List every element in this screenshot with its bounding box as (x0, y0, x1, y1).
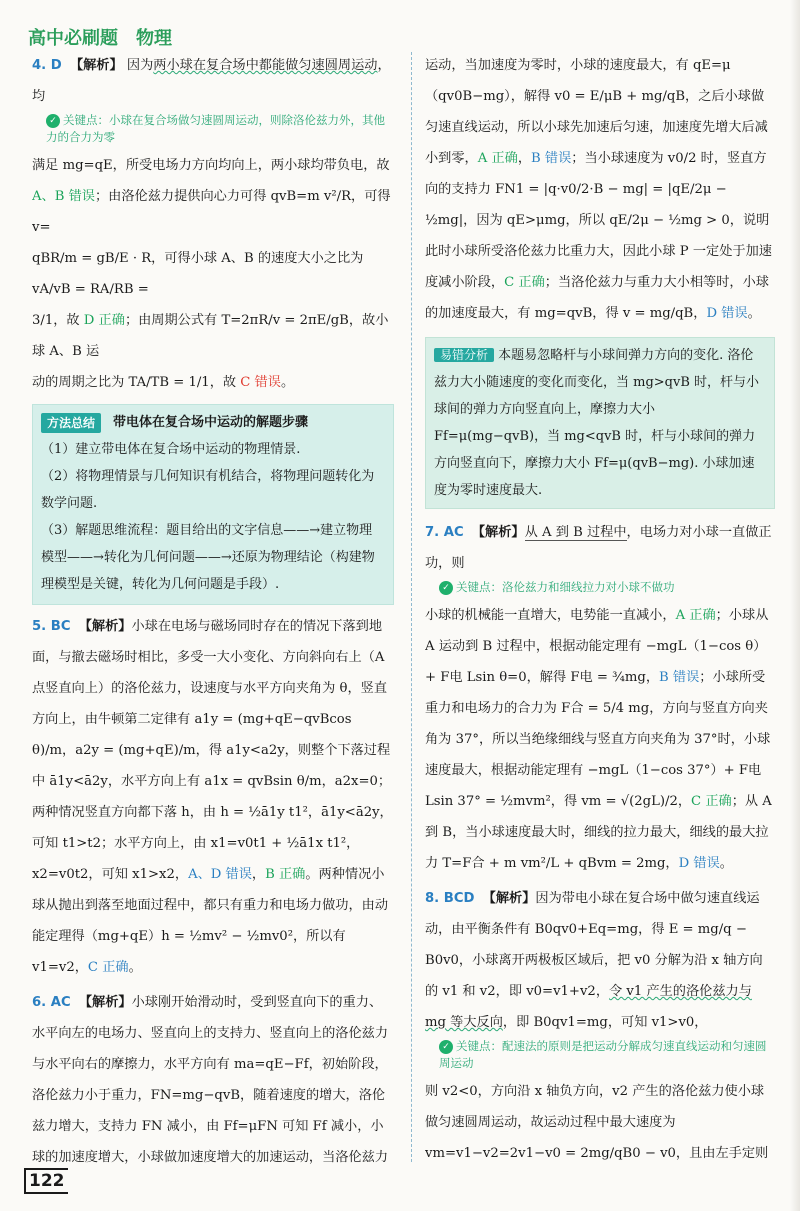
q7-line1 (425, 517, 775, 579)
q8-tag: 【解析】 (482, 891, 536, 906)
q7-text: ，电场力对小球一直做正功，则 (425, 525, 772, 571)
q6-solution (32, 987, 394, 1170)
q8-key-point (425, 1038, 775, 1072)
q4-key-point (32, 112, 394, 146)
error-analysis-label: 易错分析 (434, 348, 494, 362)
column-divider (411, 52, 412, 1162)
right-column (425, 50, 775, 1170)
page-edge-shadow (790, 0, 800, 1211)
error-analysis-text: 本题易忽略杆与小球间弹力方向的变化. 洛伦兹力大小随速度的变化而变化，当 mg>qvB 时，杆与小球间的弹力方向竖直向上，摩擦力大小 Ff=μ(mg−qvB)，当 mg<qvB 时，杆与小球间的弹力方向竖直向下，摩擦力大小 Ff=μ(qvB−mg). 小球加速度为零时速度最大. (434, 348, 760, 498)
answer-mark: A 正确 (675, 608, 716, 623)
q7-text: ；小球从 A 运动到 B 过程中，根据动能定理有 −mgL（1−cos θ）+ F电 Lsin θ=0，解得 F电 = ¾mg， (425, 608, 769, 685)
subject-title: 物理 (136, 28, 172, 49)
q5-text: 小球在电场与磁场同时存在的情况下落到地面，与撤去磁场时相比，多受一大小变化、方向斜向右上（A 点竖直向上）的洛伦兹力，设速度与水平方向夹角为 θ，竖直方向上，由牛顿第二定律有 a1y = (mg+qE−qvBcos θ)/m，a2y = (mg+qE)/m，得 a1y<a2y，则整个下落过程中 ā1y<ā2y，水平方向上有 a1x = qvBsin θ/m，a2x=0；两种情况竖直方向都下落 h，由 h = ½ā1y t1²，ā1y<ā2y，可知 t1>t2；水平方向上，由 x1=v0t1 + ½ā1x t1²，x2=v0t2，可知 x1>x2， (32, 619, 393, 882)
key-label: 关键点： (456, 580, 502, 594)
q4-highlight: 两小球在复合场中都能做匀速圆周运动 (153, 58, 378, 73)
key-icon: ✓ (439, 1040, 453, 1054)
method-summary-title (41, 409, 385, 436)
key-text: 洛伦兹力和细线拉力对小球不做功 (502, 580, 675, 594)
answer-mark: B 错误 (659, 670, 700, 685)
page-number: 122 (24, 1168, 68, 1194)
q4-text: ，均 (32, 58, 391, 104)
q4-line1 (32, 50, 394, 112)
left-column (32, 50, 394, 1170)
method-summary-box (32, 404, 394, 605)
q4-p4: qBR/m = gB/E · R，可得小球 A、B 的速度大小之比为 vA/vB = RA/RB = (32, 251, 364, 297)
q6-number: 6. AC (32, 995, 71, 1010)
key-icon: ✓ (439, 581, 453, 595)
key-icon: ✓ (46, 114, 60, 128)
q4-text: 因为 (126, 58, 154, 73)
q4-text: 。 (280, 375, 295, 390)
q4-text: 3/1，故 (32, 313, 84, 328)
q8-highlight: 令 v1 产生的洛伦兹力与 mg 等大反向 (425, 984, 752, 1030)
answer-mark: C 错误 (240, 375, 281, 390)
q6-tag: 【解析】 (78, 995, 132, 1010)
key-label: 关键点： (63, 113, 109, 127)
answer-mark: A、D 错误 (188, 867, 252, 882)
q7-number: 7. AC (425, 525, 464, 540)
q5-text: 。 (128, 960, 142, 975)
q4-text: ；由洛伦兹力提供向心力可得 qvB=m v²/R，可得 v= (32, 189, 391, 235)
q4-text: ；由周期公式有 T=2πR/v = 2πE/gB，故小球 A、B 运 (32, 313, 389, 359)
answer-mark: B 错误 (531, 151, 572, 166)
q6-text: 小球刚开始滑动时，受到竖直向下的重力、水平向左的电场力、竖直向上的支持力、竖直向上的洛伦兹力与水平向右的摩擦力，水平方向有 ma=qE−Ff，初始阶段，洛伦兹力小于重力，FN=mg−qvB，随着速度的增大，洛伦兹力增大，支持力 FN 减小，由 Ff=μFN 可知 Ff 减小，小球的加速度增大，小球做加速度增大的加速运动，当洛伦兹力 (32, 995, 389, 1165)
q6-text: ；当小球速度为 v0/2 时，竖直方向的支持力 FN1 = |q·v0/2·B − mg| = |qE/2μ − ½mg|，因为 qE>μmg，所以 qE/2μ − ½mg > 0，说明此时小球所受洛伦兹力比重力大，因此小球 P 一定处于加速度减小阶段， (425, 151, 772, 290)
book-title: 高中必刷题 (28, 28, 118, 49)
q6-continuation (425, 50, 775, 329)
answer-mark: C 正确 (691, 794, 732, 809)
q7-text: 。 (719, 856, 733, 871)
q5-solution (32, 611, 394, 983)
q7-key-point (425, 579, 775, 596)
answer-mark: A、B 错误 (32, 189, 95, 204)
answer-mark: D 正确 (83, 313, 125, 328)
answer-mark: D 错误 (678, 856, 720, 871)
q6-text: ， (517, 151, 532, 166)
q4-p2: 满足 mg=qE，所受电场力方向均向上，两小球均带负电，故 (32, 158, 390, 173)
q4-text: 动的周期之比为 TA/TB = 1/1，故 (32, 375, 241, 390)
method-summary-label: 方法总结 (41, 413, 101, 433)
q8-solution (425, 883, 775, 1038)
q6-text: 。 (747, 306, 761, 321)
q5-tag: 【解析】 (78, 619, 132, 634)
q7-text: ；小球所受重力和电场力的合力为 F合 = 5/4 mg，方向与竖直方向夹角为 37°，所以当绝缘细线与竖直方向夹角为 37°时，小球速度最大，根据动能定理有 −mgL（1−cos 37°）+ F电 Lsin 37° = ½mvm²，得 vm = √(2gL)/2， (425, 670, 771, 809)
q7-solution (425, 600, 775, 879)
method-summary-heading: 带电体在复合场中运动的解题步骤 (113, 415, 309, 430)
answer-mark: C 正确 (87, 960, 129, 975)
key-label: 关键点： (456, 1039, 502, 1053)
q7-tag: 【解析】 (471, 525, 525, 540)
q6-text: 运动，当加速度为零时，小球的速度最大，有 qE=μ（qv0B−mg），解得 v0 = E/μB + mg/qB，之后小球做匀速直线运动，所以小球先加速后匀速，加速度先增大后减小到零， (425, 58, 768, 166)
q6-text: ；当洛伦兹力与重力大小相等时，小球的加速度最大，有 mg=qvB，得 v = mg/qB， (425, 275, 769, 321)
q7-text: 小球的机械能一直增大，电势能一直减小， (425, 608, 676, 623)
q5-text: 。两种情况小球从抛出到落至地面过程中，都只有重力和电场力做功，由动能定理得（mg+qE）h = ½mv² − ½mv0²，所以有 v1=v2， (32, 867, 389, 975)
key-text: 小球在复合场做匀速圆周运动，则除洛伦兹力外，其他力的合力为零 (46, 113, 385, 144)
q5-text: ， (251, 867, 266, 882)
q8-text: 因为带电小球在复合场中做匀速直线运动，由平衡条件有 B0qv0+Eq=mg，得 E = mg/q − B0v0，小球离开两极板区域后，把 v0 分解为沿 x 轴方向的 v1 和 v2，即 v0=v1+v2， (425, 891, 763, 999)
q4-p3 (32, 181, 394, 243)
q4-p6 (32, 367, 394, 398)
method-step-2: （2）将物理情景与几何知识有机结合，将物理问题转化为数学问题. (41, 469, 375, 511)
answer-mark: A 正确 (477, 151, 518, 166)
q8-text: 则 v2<0，方向沿 x 轴负方向，v2 产生的洛伦兹力使小球做匀速圆周运动，故运动过程中最大速度为 vm=v1−v2=2v1−v0 = 2mg/qB0 − v0，且由左手定则 (425, 1084, 769, 1161)
q8-text: ，即 B0qv1=mg，可知 v1>v0， (502, 1015, 708, 1030)
page-header (28, 22, 172, 50)
answer-mark: D 错误 (706, 306, 748, 321)
method-step-3: （3）解题思维流程：题目给出的文字信息——→建立物理模型——→转化为几何问题——→还原为物理结论（构建物理模型是关键，转化为几何问题是手段）. (41, 523, 375, 592)
q4-tag: 【解析】 (69, 58, 123, 73)
method-step-1: （1）建立带电体在复合场中运动的物理情景. (41, 442, 301, 457)
q7-highlight: 从 A 到 B 过程中 (524, 525, 627, 540)
q8-number: 8. BCD (425, 891, 475, 906)
q7-text: ；从 A 到 B，当小球速度最大时，细线的拉力最大，细线的最大拉力 T=F合 + m vm²/L + qBvm = 2mg， (425, 794, 772, 871)
answer-mark: C 正确 (504, 275, 545, 290)
q8-solution-cont (425, 1076, 775, 1170)
key-text: 配速法的原则是把运动分解成匀速直线运动和匀速圆周运动 (439, 1039, 767, 1070)
q5-number: 5. BC (32, 619, 71, 634)
q4-number: 4. D (32, 58, 62, 73)
error-analysis-box (425, 337, 775, 509)
q4-p5 (32, 305, 394, 367)
answer-mark: B 正确 (265, 867, 306, 882)
